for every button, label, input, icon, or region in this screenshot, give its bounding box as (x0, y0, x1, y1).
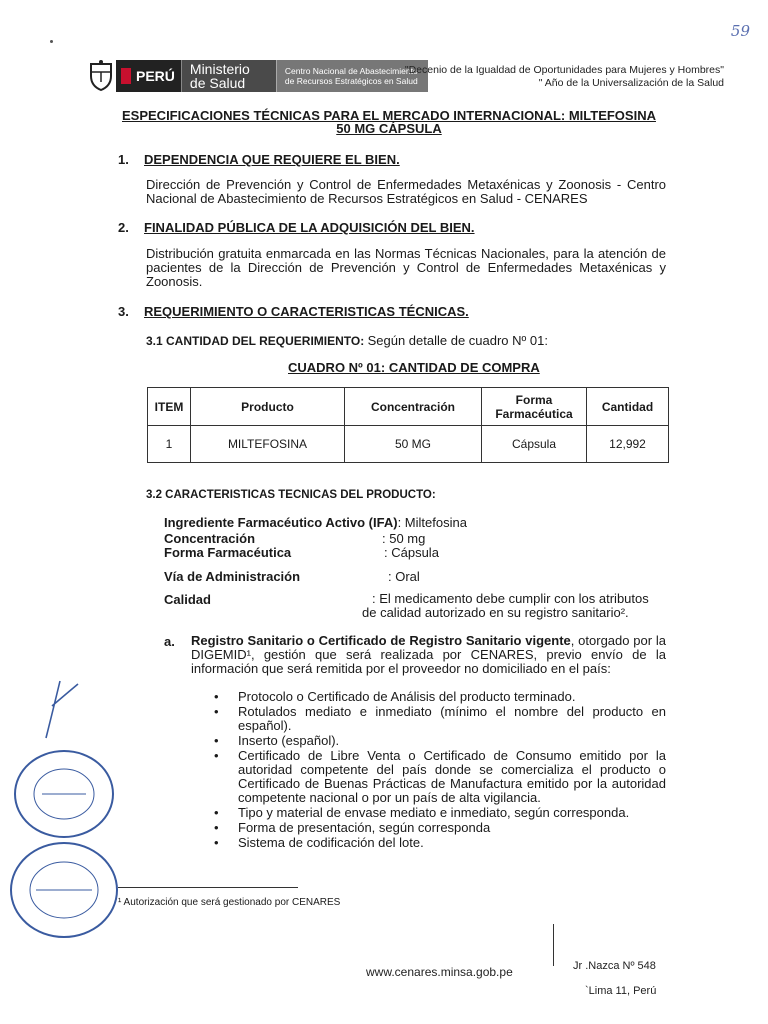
table-cell: 12,992 (587, 426, 669, 463)
section-2-body: Distribución gratuita enmarcada en las Normas Técnicas Nacionales, para la atención de pacientes de la Dirección de Prevención y Control de Enfermedades Metaxénicas y Zoonosis. (146, 246, 666, 289)
subsection-3-2: 3.2 CARACTERISTICAS TECNICAS DEL PRODUCTO: (146, 489, 436, 501)
requirements-list (214, 690, 666, 851)
via-label: Vía de Administración (164, 569, 301, 584)
forma-value: : Cápsula (384, 545, 439, 560)
footnote-divider (118, 887, 298, 888)
section-1-body: Dirección de Prevención y Control de Enfermedades Metaxénicas y Zoonosis - Centro Nacional de Abastecimiento de Recursos Estratégicos en Salud - CENARES (146, 177, 666, 206)
table-header: Forma Farmacéutica (482, 388, 587, 426)
speck (50, 40, 53, 43)
table-cell: MILTEFOSINA (191, 426, 345, 463)
via-value: : Oral (388, 569, 420, 584)
ifa-row: Ingrediente Farmacéutico Activo (IFA): Miltefosina (164, 515, 467, 530)
calidad-value: : El medicamento debe cumplir con los atributos de calidad autorizado en su registro sanitario². (362, 591, 649, 620)
website-link[interactable]: www.cenares.minsa.gob.pe (366, 965, 513, 979)
section-2-heading: 2. FINALIDAD PÚBLICA DE LA ADQUISICIÓN DEL BIEN. (118, 220, 475, 235)
forma-label: Forma Farmacéutica (164, 545, 292, 560)
table-header-row (148, 388, 669, 426)
table-cell: 50 MG (345, 426, 482, 463)
document-title: ESPECIFICACIONES TÉCNICAS PARA EL MERCADO INTERNACIONAL: MILTEFOSINA 50 MG CÁPSULA (122, 108, 656, 136)
calidad-label: Calidad (164, 592, 211, 607)
ministerio-label: Ministerio de Salud (181, 60, 276, 92)
page-number: 59 (730, 22, 750, 40)
concentration-label: Concentración (164, 531, 256, 546)
table-cell: 1 (148, 426, 191, 463)
peru-label: PERÚ (116, 60, 181, 92)
official-stamp-2-icon (10, 842, 118, 938)
table-row (148, 426, 669, 463)
peru-crest-icon (86, 59, 116, 93)
table-header: Producto (191, 388, 345, 426)
list-item: • Tipo y material de envase mediato e inmediato, según corresponda. (214, 806, 666, 820)
table-header: Concentración (345, 388, 482, 426)
concentration-value: : 50 mg (382, 531, 426, 546)
subsection-3-1: 3.1 CANTIDAD DEL REQUERIMIENTO: Según detalle de cuadro Nº 01: (146, 333, 548, 348)
footer-divider (553, 924, 554, 966)
table-caption: CUADRO Nº 01: CANTIDAD DE COMPRA (288, 360, 540, 375)
section-1-heading: 1. DEPENDENCIA QUE REQUIERE EL BIEN. (118, 152, 400, 167)
official-stamp-icon (14, 750, 114, 838)
section-3-heading: 3. REQUERIMIENTO O CARACTERISTICAS TÉCNICAS. (118, 304, 469, 319)
decenio-slogan: "Decenio de la Igualdad de Oportunidades para Mujeres y Hombres" " Año de la Universalización de la Salud (404, 64, 724, 89)
list-item: • Protocolo o Certificado de Análisis del producto terminado. (214, 690, 666, 704)
item-a-text: Registro Sanitario o Certificado de Registro Sanitario vigente, otorgado por la DIGEMID¹, gestión que será realizada por CENARES, previo envío de la información que será remitida por el proveedor no domiciliado en el país: (191, 633, 666, 676)
quantity-table (147, 387, 669, 463)
list-item: • Certificado de Libre Venta o Certificado de Consumo emitido por la autoridad competente del país donde se comercializa el producto o Certificado de Buenas Prácticas de Manufactura emitido por la autoridad competente nacional o por un país de alta vigilancia. (214, 749, 666, 805)
footnote: ¹ Autorización que será gestionado por CENARES (118, 897, 341, 908)
address: Jr .Nazca Nº 548 `Lima 11, Perú (573, 960, 657, 997)
list-item: • Rotulados mediato e inmediato (mínimo el nombre del producto en español). (214, 705, 666, 733)
list-item: • Forma de presentación, según corresponda (214, 821, 666, 835)
institution-logo (86, 58, 428, 94)
cenares-label: Centro Nacional de Abastecimiento de Recursos Estratégicos en Salud (276, 60, 428, 92)
table-cell: Cápsula (482, 426, 587, 463)
table-header: Cantidad (587, 388, 669, 426)
item-a-letter: a. (164, 634, 175, 649)
table-header: ITEM (148, 388, 191, 426)
list-item: • Inserto (español). (214, 734, 666, 748)
signature-mark (38, 676, 88, 746)
list-item: • Sistema de codificación del lote. (214, 836, 666, 850)
